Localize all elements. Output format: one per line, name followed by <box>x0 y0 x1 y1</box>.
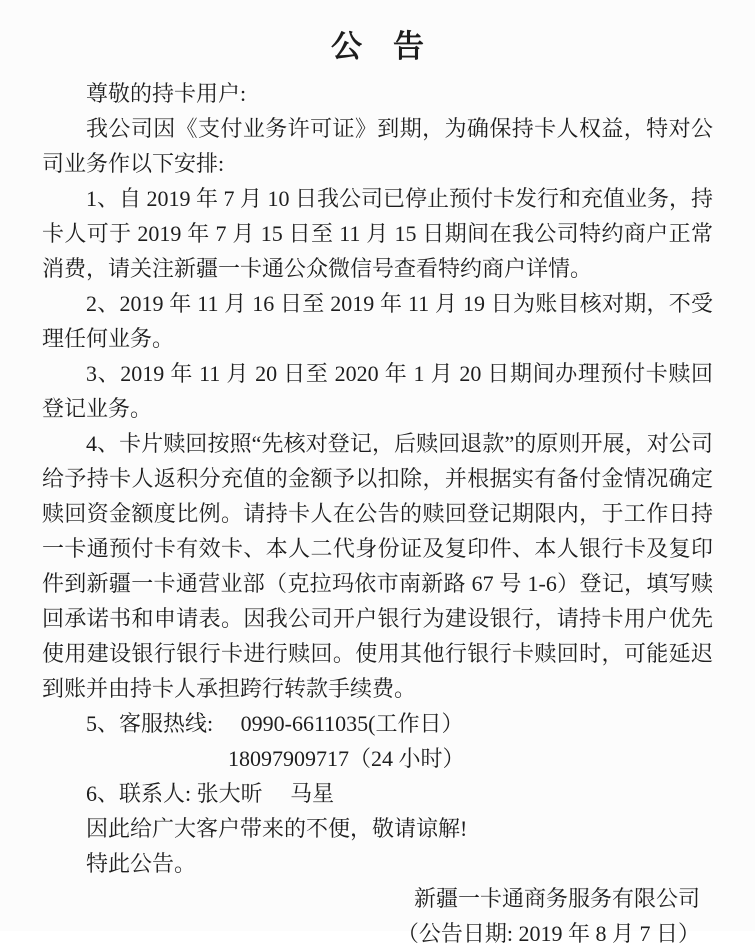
paragraph-closing: 特此公告。 <box>86 851 197 876</box>
paragraph-intro: 我公司因《支付业务许可证》到期，为确保持卡人权益，特对公司业务作以下安排: <box>42 116 713 176</box>
signature-date: （公告日期: 2019 年 8 月 7 日） <box>396 921 700 946</box>
paragraph-item-1: 1、自 2019 年 7 月 10 日我公司已停止预付卡发行和充值业务，持卡人可于 2019 年 7 月 15 日至 11 月 15 日期间在我公司特约商户正常消费，请关注新疆一卡通公众微信号查看特约商户详情。 <box>42 186 714 281</box>
paragraph-item-3: 3、2019 年 11 月 20 日至 2020 年 1 月 20 日期间办理预付卡赎回登记业务。 <box>42 361 713 421</box>
paragraph-hotline-line-2: 18097909717（24 小时） <box>228 746 465 771</box>
paragraph-item-2: 2、2019 年 11 月 16 日至 2019 年 11 月 19 日为账目核对期，不受理任何业务。 <box>42 291 713 351</box>
paragraph-salutation: 尊敬的持卡用户: <box>86 81 247 106</box>
paragraph-item-4: 4、卡片赎回按照“先核对登记，后赎回退款”的原则开展，对公司给予持卡人返积分充值的金额予以扣除，并根据实有备付金情况确定赎回资金额度比例。请持卡人在公告的赎回登记期限内，于工作日持一卡通预付卡有效卡、本人二代身份证及复印件、本人银行卡及复印件到新疆一卡通营业部（克拉玛依市南新路 67 号 1-6）登记，填写赎回承诺书和申请表。因我公司开户银行为建设银行，请持卡用户优先使用建设银行银行卡进行赎回。使用其他行银行卡赎回时，可能延迟到账并由持卡人承担跨行转款手续费。 <box>42 431 713 701</box>
document-body <box>42 76 713 881</box>
paragraph-item-5-hotline: 5、客服热线: 0990-6611035(工作日） <box>86 711 464 736</box>
signature-block <box>42 881 713 951</box>
paragraph-apology: 因此给广大客户带来的不便，敬请谅解! <box>86 816 468 841</box>
document-title: 公 告 <box>331 29 424 64</box>
paragraph-item-6-contacts: 6、联系人: 张大昕 马星 <box>86 781 335 806</box>
signature-company: 新疆一卡通商务服务有限公司 <box>413 886 700 911</box>
